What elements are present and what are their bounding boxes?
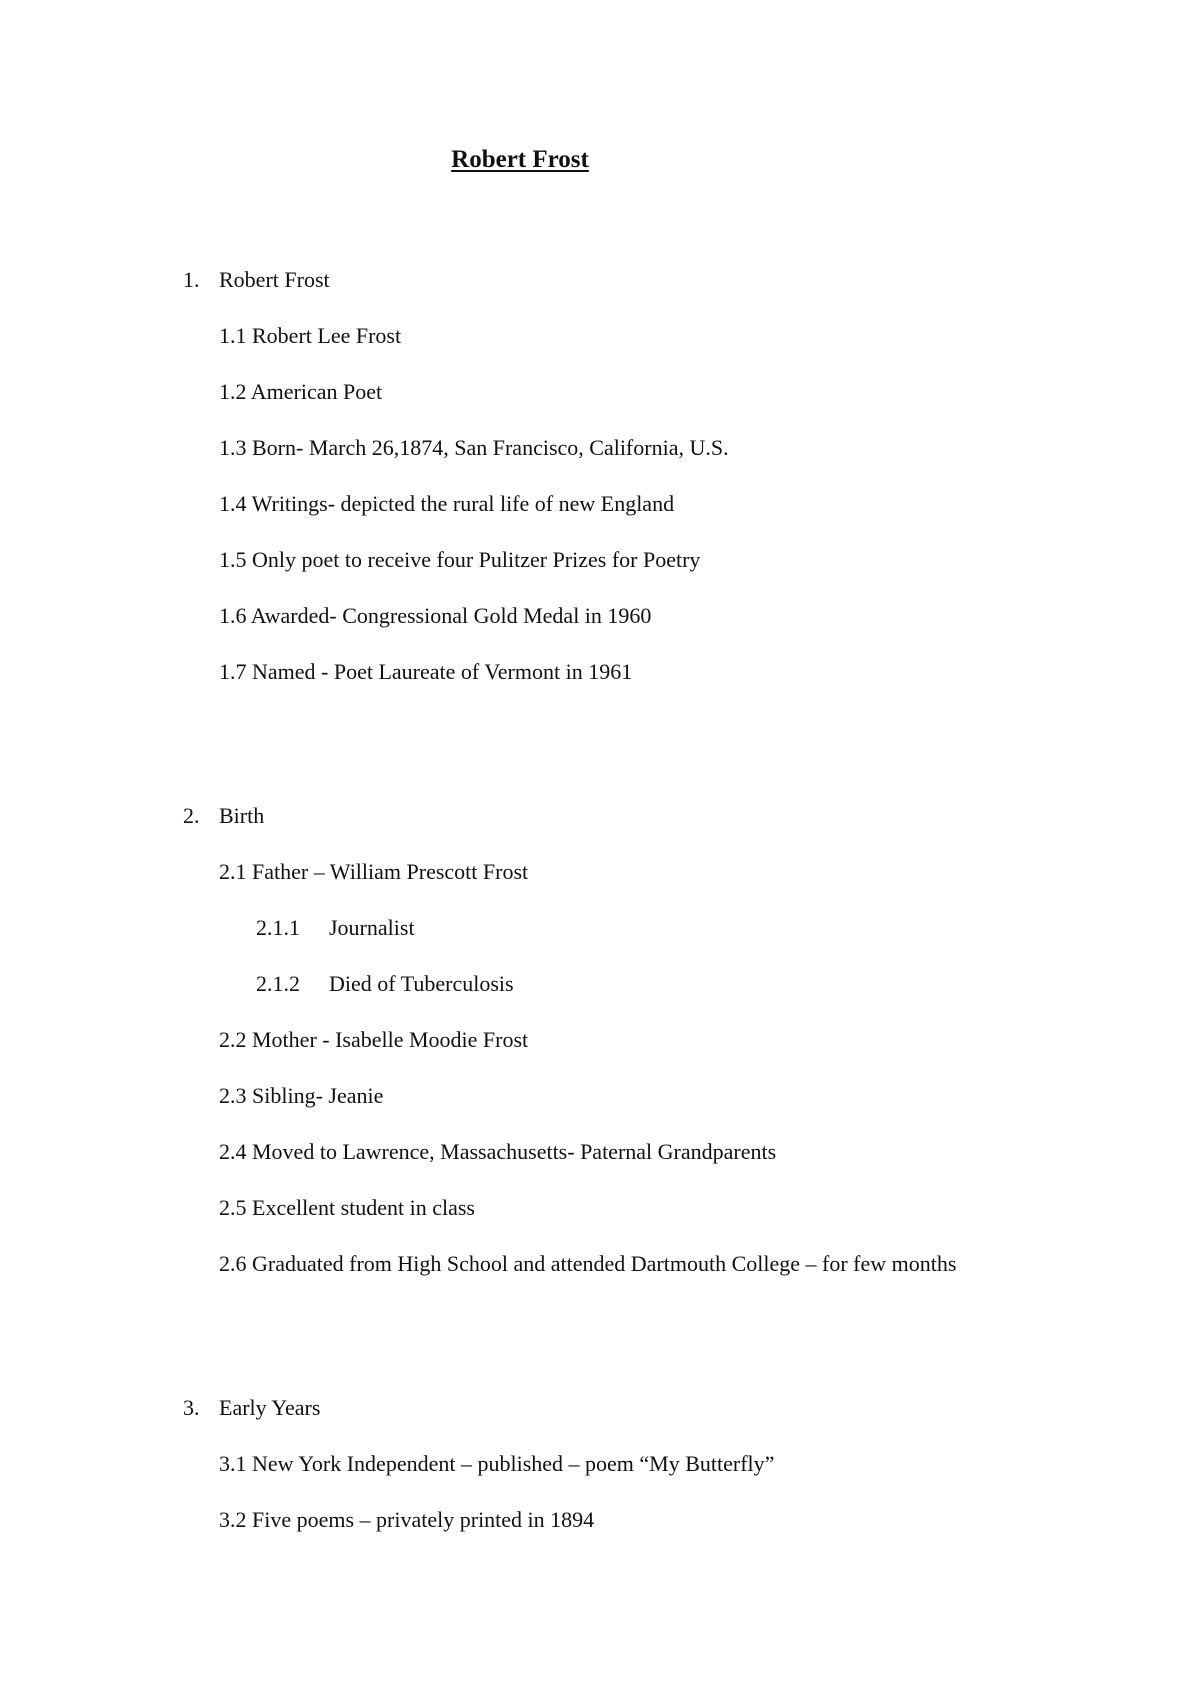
section-number: 3.	[183, 1395, 200, 1420]
list-item: 1.2 American Poet	[219, 379, 383, 404]
sub-list-item	[256, 915, 415, 941]
list-item: 1.3 Born- March 26,1874, San Francisco, California, U.S.	[219, 435, 729, 460]
list-item: 1.4 Writings- depicted the rural life of new England	[219, 491, 675, 516]
list-item: 2.1 Father – William Prescott Frost	[219, 859, 529, 884]
sub-item-number: 2.1.2	[256, 971, 300, 996]
document-title: Robert Frost	[451, 146, 589, 173]
section-number: 2.	[183, 803, 200, 828]
list-item: 2.3 Sibling- Jeanie	[219, 1083, 384, 1108]
section-heading-2	[183, 803, 264, 829]
list-item: 1.5 Only poet to receive four Pulitzer Prizes for Poetry	[219, 547, 701, 572]
list-item: 1.7 Named - Poet Laureate of Vermont in 1961	[219, 659, 633, 684]
section-heading-1	[183, 267, 330, 293]
sub-item-text: Died of Tuberculosis	[329, 971, 514, 996]
section-number: 1.	[183, 267, 200, 292]
section-heading-3	[183, 1395, 320, 1421]
list-item: 2.4 Moved to Lawrence, Massachusetts- Paternal Grandparents	[219, 1139, 777, 1164]
list-item: 1.6 Awarded- Congressional Gold Medal in 1960	[219, 603, 652, 628]
sub-list-item	[256, 971, 514, 997]
list-item: 2.5 Excellent student in class	[219, 1195, 475, 1220]
section-heading-text: Robert Frost	[219, 267, 330, 292]
section-heading-text: Early Years	[219, 1395, 321, 1420]
list-item: 2.2 Mother - Isabelle Moodie Frost	[219, 1027, 529, 1052]
list-item: 1.1 Robert Lee Frost	[219, 323, 402, 348]
section-heading-text: Birth	[219, 803, 265, 828]
sub-item-number: 2.1.1	[256, 915, 300, 940]
list-item: 2.6 Graduated from High School and attended Dartmouth College – for few months	[219, 1251, 957, 1276]
sub-item-text: Journalist	[329, 915, 415, 940]
list-item: 3.1 New York Independent – published – poem “My Butterfly”	[219, 1451, 775, 1476]
list-item: 3.2 Five poems – privately printed in 1894	[219, 1507, 595, 1532]
